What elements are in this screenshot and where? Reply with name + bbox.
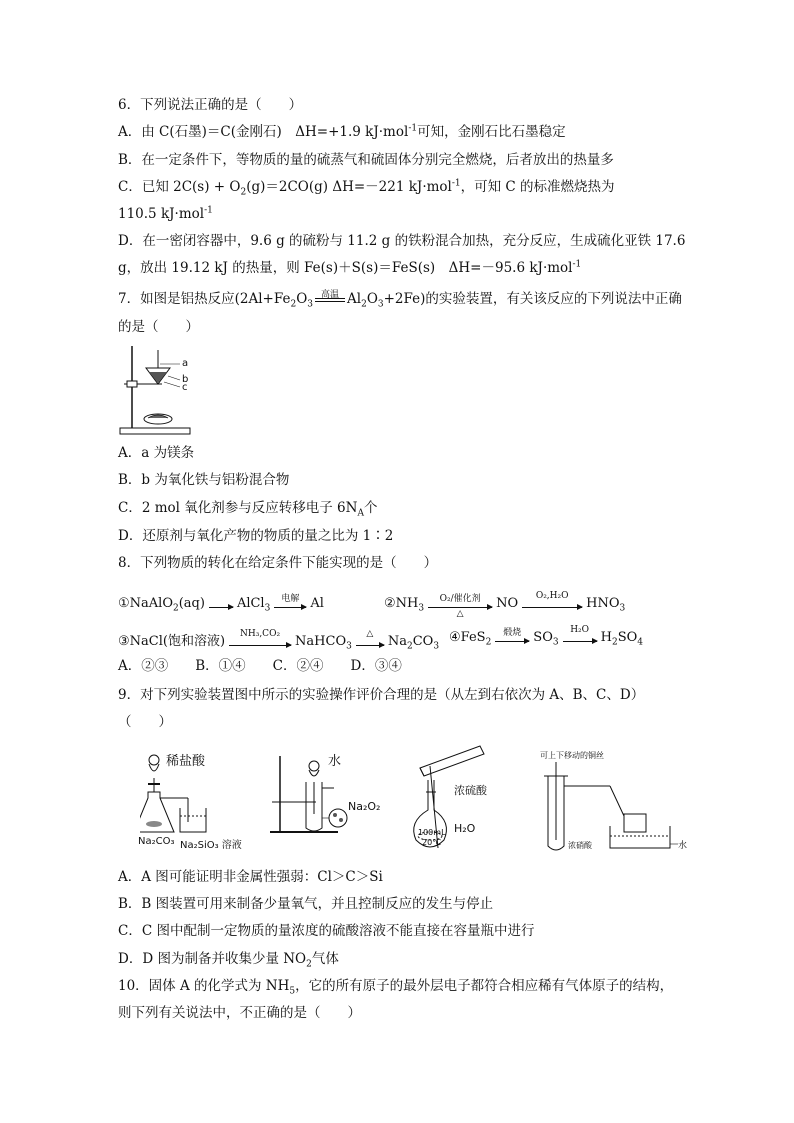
q7-stem: 7．如图是铝热反应($2Al+Fe_2O_3$ 高温 $Al_2O_3+2Fe$)的实验装置，有关该反应的下列说法中正确: [118, 289, 682, 310]
apparatus-c-svg: [400, 744, 520, 856]
label-100ml: 100mL: [418, 828, 446, 837]
label-h2o: H₂O: [454, 822, 476, 835]
label-na2o2: Na₂O₂: [348, 800, 381, 813]
label-water: 水: [328, 754, 342, 769]
q6-option-d: D．在一密闭容器中，9.6 g 的硫粉与 11.2 g 的铁粉混合加热，充分反应，生成硫化亚铁 17.6: [118, 233, 686, 249]
q7-option-b: B．b 为氧化铁与铝粉混合物: [118, 472, 290, 488]
q6-option-c-cont: 110.5 kJ·mol$^{-1}$: [118, 205, 213, 222]
q6-option-d-cont: g，放出 19.12 kJ 的热量，则 Fe(s)＋S(s)＝FeS(s) ΔH=－95.6 kJ·mol$^{-1}$: [118, 259, 582, 276]
high-temp-sign: 高温: [315, 298, 345, 302]
label-conc-h2so4: 浓硫酸: [454, 784, 487, 797]
q9-option-c: C．C 图中配制一定物质的量浓度的硫酸溶液不能直接在容量瓶中进行: [118, 923, 535, 939]
label-na2sio3: Na₂SiO₃ 溶液: [180, 840, 242, 851]
label-c: c: [182, 382, 188, 393]
apparatus-b-figure: [268, 752, 388, 854]
q6-option-c: C．已知 $2C(s) + O_2(g)=2CO(g)$ ΔH=－221 kJ·mol$^{-1}$，可知 C 的标准燃烧热为: [118, 178, 615, 198]
apparatus-d-svg: [540, 756, 690, 856]
label-water-d: 水: [678, 841, 688, 851]
label-a: a: [182, 358, 189, 369]
label-20c: 20℃: [422, 838, 442, 847]
q10-stem-cont: 则下列有关说法中，不正确的是（ ）: [118, 1005, 361, 1021]
q8-choices: A．②③ B．①④ C．②④ D．③④: [118, 658, 402, 674]
q8-reaction-1: ①NaAlO$_2$(aq) AlCl$_3$ 电解 Al: [118, 594, 324, 614]
q8-reaction-4: ④FeS$_2$ 煅烧 $SO_3$ H₂O $H_2SO_4$: [449, 625, 643, 648]
q9-option-a: A．A 图可能证明非金属性强弱：Cl＞C＞Si: [118, 869, 383, 885]
q9-option-d: D．D 图为制备并收集少量 $NO_2$气体: [118, 951, 339, 970]
q9-stem: 9．对下列实验装置图中所示的实验操作评价合理的是（从左到右依次为 A、B、C、D）: [118, 687, 645, 703]
q9-option-b: B．B 图装置可用来制备少量氧气，并且控制反应的发生与停止: [118, 896, 494, 912]
q10-stem: 10．固体 A 的化学式为 $NH_5$，它的所有原子的最外层电子都符合相应稀有气体原子的结构，: [118, 978, 674, 997]
q6-option-b: B．在一定条件下，等物质的量的硫蒸气和硫固体分别完全燃烧，后者放出的热量多: [118, 152, 614, 168]
apparatus-a-figure: [140, 752, 260, 854]
label-na2co3: Na₂CO₃: [138, 836, 175, 847]
apparatus-c-figure: [400, 744, 520, 856]
label-dilute-hcl: 稀盐酸: [166, 754, 206, 769]
label-b: b: [182, 374, 189, 385]
label-movable-copper-wire: 可上下移动的铜丝: [540, 751, 604, 760]
thermite-apparatus-figure: [118, 342, 198, 438]
q6-stem: 6．下列说法正确的是（ ）: [118, 97, 303, 113]
q9-stem-cont: （ ）: [118, 714, 172, 730]
q7-option-c: C．2 mol 氧化剂参与反应转移电子 $6N_A$个: [118, 500, 378, 519]
q6-option-a: A．由 C(石墨)＝C(金刚石) ΔH=+1.9 kJ·mol$^{-1}$可知，金刚石比石墨稳定: [118, 123, 566, 140]
label-conc-hno3: 浓硝酸: [568, 841, 592, 850]
q7-option-a: A．a 为镁条: [118, 445, 195, 461]
q8-stem: 8．下列物质的转化在给定条件下能实现的是（ ）: [118, 555, 438, 571]
q7-stem-cont: 的是（ ）: [118, 319, 199, 335]
q8-reaction-3: ③NaCl(饱和溶液) NH₃,CO₂ NaHCO$_3$ △ $Na_2CO_3$: [118, 629, 440, 652]
q8-reaction-2: $②NH_3$ O₂/催化剂 △ NO O₂,H₂O $HNO_3$: [384, 591, 626, 619]
q7-option-d: D．还原剂与氧化产物的物质的量之比为 1∶2: [118, 528, 394, 544]
apparatus-d-figure: [540, 751, 690, 856]
